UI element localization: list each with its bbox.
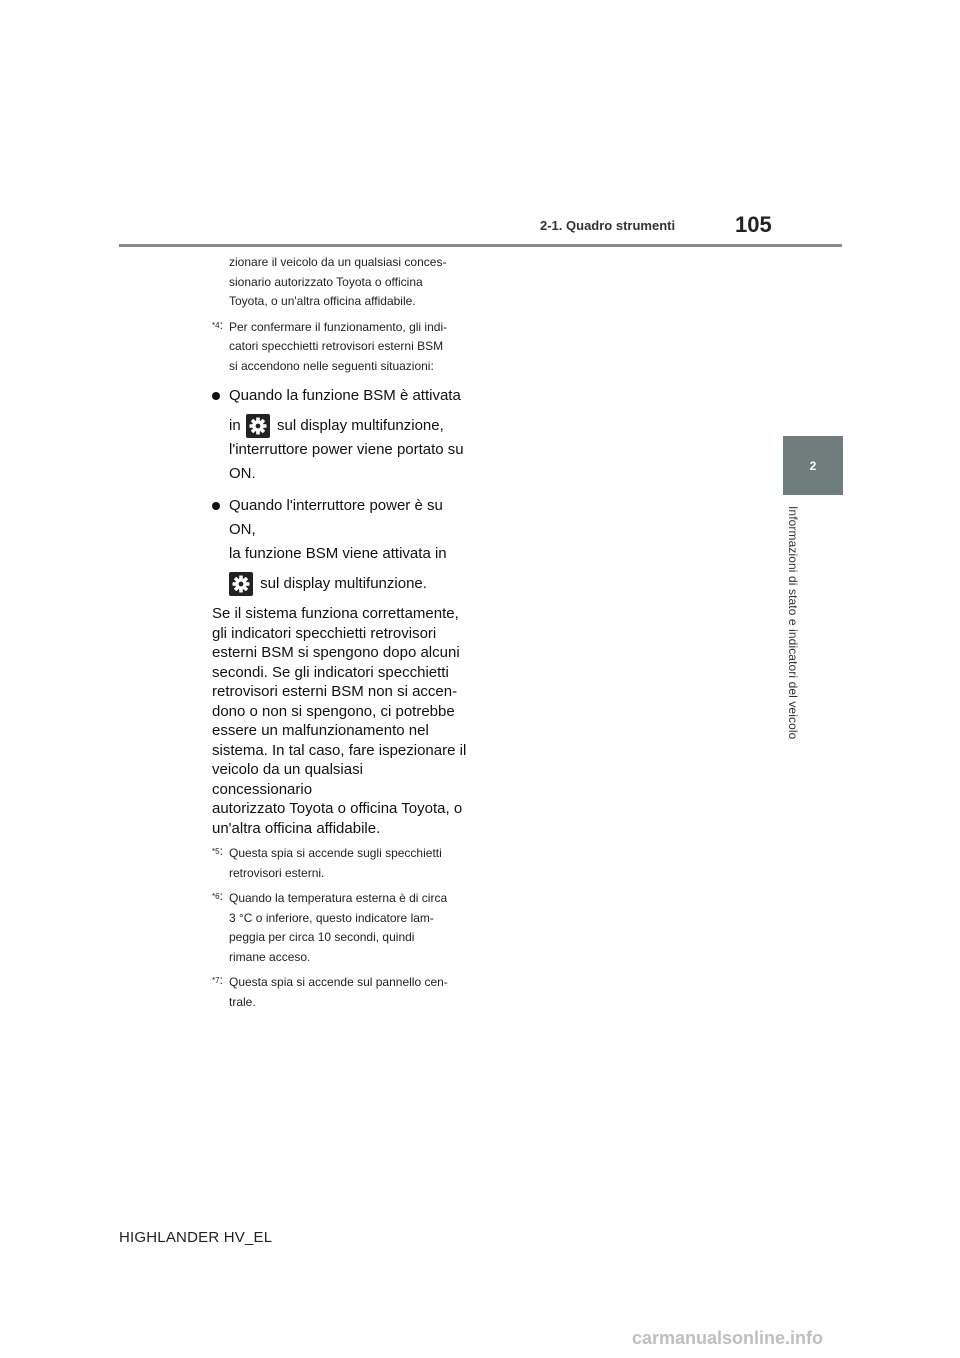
bullet-line: l'interruttore power viene portato su bbox=[229, 441, 464, 459]
footnote-mark: $^{*7}$: bbox=[212, 973, 223, 988]
chapter-number: 2 bbox=[809, 458, 817, 473]
chapter-title: Informazioni di stato e indicatori del veicolo bbox=[786, 506, 800, 740]
footnote-line: retrovisori esterni. bbox=[229, 865, 325, 880]
bullet-dot bbox=[212, 502, 220, 510]
bullet-line: Quando l'interruttore power è su ON, bbox=[229, 497, 443, 539]
paragraph-line: essere un malfunzionamento nel bbox=[212, 722, 429, 740]
paragraph-line: Se il sistema funziona correttamente, bbox=[212, 605, 459, 623]
footer-model: HIGHLANDER HV_EL bbox=[119, 1229, 273, 1246]
footnote-line: Per confermare il funzionamento, gli indi- bbox=[229, 319, 448, 334]
bullet-text: in bbox=[229, 417, 241, 434]
footnote-mark: $^{*6}$: bbox=[212, 889, 223, 904]
footnote-line: 3 °C o inferiore, questo indicatore lam- bbox=[229, 910, 434, 925]
gear-icon bbox=[229, 572, 253, 596]
bullet-item bbox=[212, 384, 467, 486]
paragraph-line: gli indicatori specchietti retrovisori bbox=[212, 624, 437, 642]
bullet-line bbox=[229, 572, 467, 596]
paragraph-line: retrovisori esterni BSM non si accen- bbox=[212, 683, 458, 701]
paragraph-line: esterni BSM si spengono dopo alcuni bbox=[212, 644, 460, 662]
footnote-line: Quando la temperatura esterna è di circa bbox=[229, 891, 448, 906]
bullet-dot bbox=[212, 392, 220, 400]
bullet-text: sul display multifunzione. bbox=[260, 575, 427, 593]
footnote-line: Questa spia si accende sugli specchietti bbox=[229, 846, 442, 861]
bullet-text: sul display multifunzione, bbox=[277, 417, 444, 434]
paragraph-line: sistema. In tal caso, fare ispezionare il bbox=[212, 741, 467, 759]
footnote-line: si accendono nelle seguenti situazioni: bbox=[229, 358, 434, 373]
section-title: 2-1. Quadro strumenti bbox=[540, 218, 676, 233]
bullet-line: la funzione BSM viene attivata in bbox=[229, 545, 447, 563]
footnote-6 bbox=[212, 889, 467, 967]
page-number: 105 bbox=[735, 212, 772, 237]
bullet-line bbox=[229, 414, 467, 438]
watermark: carmanualsonline.info bbox=[632, 1328, 824, 1348]
body-paragraph bbox=[212, 604, 467, 838]
bullet-line: Quando la funzione BSM è attivata bbox=[229, 387, 461, 404]
intro-text bbox=[212, 253, 467, 312]
footnote-line: Questa spia si accende sul pannello cen- bbox=[229, 975, 448, 990]
footnote-4 bbox=[212, 318, 467, 377]
footnote-mark: $^{*4}$: bbox=[212, 317, 223, 332]
header-rule bbox=[119, 244, 842, 247]
gear-icon bbox=[246, 414, 270, 438]
paragraph-line: un'altra officina affidabile. bbox=[212, 819, 381, 837]
bullet-item bbox=[212, 494, 467, 596]
footnote-line: catori specchietti retrovisori esterni BSM bbox=[229, 339, 444, 353]
footnote-5 bbox=[212, 844, 467, 883]
footnote-line: rimane acceso. bbox=[229, 949, 311, 964]
intro-line: zionare il veicolo da un qualsiasi conces- bbox=[229, 255, 447, 269]
chapter-tab[interactable] bbox=[783, 436, 843, 495]
content-column bbox=[212, 253, 467, 1012]
intro-line: sionario autorizzato Toyota o officina bbox=[229, 274, 423, 289]
paragraph-line: secondi. Se gli indicatori specchietti bbox=[212, 663, 449, 681]
footnote-line: peggia per circa 10 secondi, quindi bbox=[229, 930, 415, 945]
footnote-7 bbox=[212, 973, 467, 1012]
paragraph-line: autorizzato Toyota o officina Toyota, o bbox=[212, 800, 463, 818]
footnote-line: trale. bbox=[229, 994, 256, 1009]
bullet-line: ON. bbox=[229, 465, 256, 483]
footnote-mark: $^{*5}$: bbox=[212, 844, 223, 859]
intro-line: Toyota, o un'altra officina affidabile. bbox=[229, 294, 416, 308]
paragraph-line: veicolo da un qualsiasi concessionario bbox=[212, 761, 363, 798]
paragraph-line: dono o non si spengono, ci potrebbe bbox=[212, 702, 455, 720]
